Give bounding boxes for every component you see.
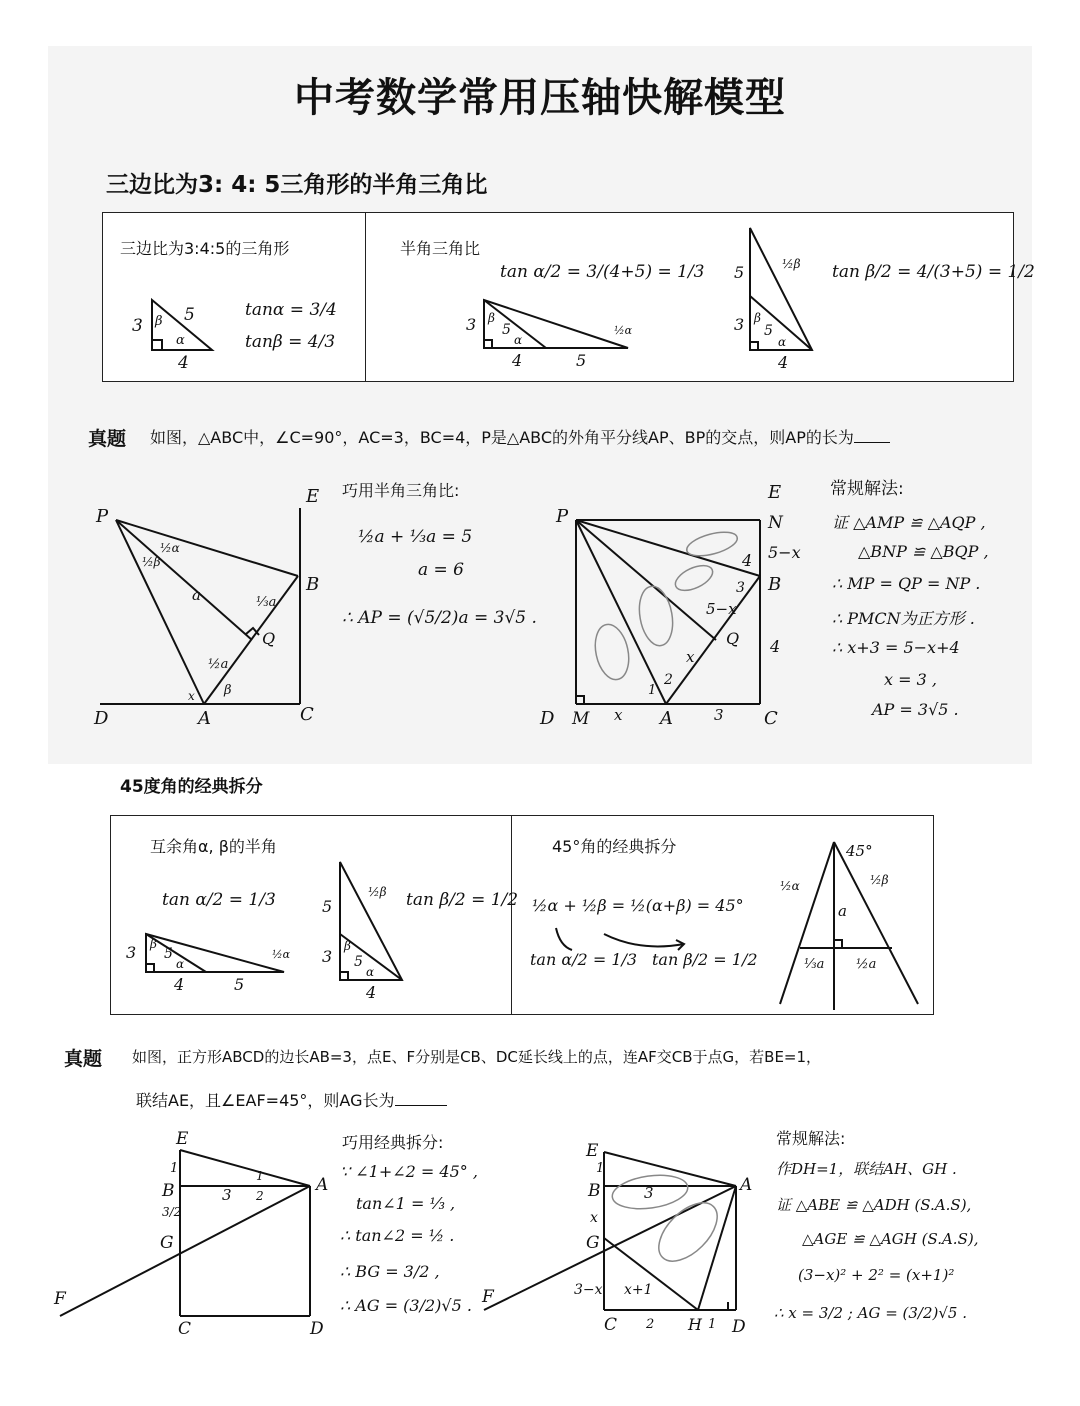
svg-text:3: 3 — [714, 706, 724, 724]
problem1-tag: 真题 — [88, 428, 127, 450]
svg-text:α: α — [176, 957, 185, 971]
svg-text:C: C — [604, 1315, 618, 1335]
s2-panel1-caption: 互余角α, β的半角 — [150, 837, 277, 856]
tan-alpha: tanα = 3/4 — [245, 300, 337, 320]
page-title: 中考数学常用压轴快解模型 — [294, 75, 786, 121]
problem2-normal-line4: (3−x)² + 2² = (x+1)² — [798, 1266, 955, 1284]
svg-text:G: G — [160, 1233, 174, 1253]
svg-text:2: 2 — [256, 1189, 264, 1203]
svg-text:Q: Q — [262, 629, 276, 648]
s2-panel2-caption: 45°角的经典拆分 — [552, 837, 677, 856]
svg-text:5: 5 — [184, 305, 195, 325]
svg-text:½α: ½α — [780, 879, 800, 893]
svg-text:4: 4 — [742, 551, 753, 570]
svg-text:E: E — [176, 1129, 189, 1149]
svg-text:45°: 45° — [846, 842, 873, 860]
svg-text:½β: ½β — [782, 257, 801, 271]
svg-text:α: α — [176, 333, 185, 348]
svg-text:5: 5 — [164, 946, 173, 962]
svg-text:Q: Q — [726, 629, 740, 648]
svg-text:⅓a: ⅓a — [256, 595, 277, 610]
problem2-normal-line1: 作DH=1，联结AH、GH . — [776, 1160, 957, 1178]
svg-text:4: 4 — [512, 351, 523, 370]
svg-text:E: E — [768, 482, 782, 503]
svg-text:5: 5 — [322, 897, 333, 916]
problem1-normal-line5: ∴ x+3 = 5−x+4 — [832, 638, 960, 657]
svg-text:x: x — [590, 1210, 598, 1226]
svg-text:D: D — [310, 1319, 324, 1339]
svg-text:C: C — [300, 704, 314, 725]
svg-text:α: α — [778, 335, 787, 349]
svg-text:a: a — [838, 902, 847, 920]
s2-sum-formula: ½α + ½β = ½(α+β) = 45° — [532, 896, 744, 915]
svg-text:3: 3 — [644, 1184, 654, 1202]
svg-text:H: H — [688, 1315, 702, 1334]
svg-text:α: α — [366, 965, 375, 979]
svg-text:B: B — [588, 1181, 601, 1201]
svg-text:C: C — [178, 1319, 192, 1339]
svg-text:5−x: 5−x — [768, 543, 801, 562]
problem2-method-line3: ∴ tan∠2 = ½ . — [340, 1226, 455, 1245]
s2-tan-beta: tan β/2 = 1/2 — [406, 890, 519, 910]
problem1-normal-title: 常规解法: — [830, 479, 904, 499]
problem1-method-line3: ∴ AP = (√5/2)a = 3√5 . — [342, 608, 537, 628]
svg-text:3: 3 — [466, 315, 477, 334]
s2-half-tan-beta: tan β/2 = 1/2 — [652, 950, 758, 969]
problem2-tag: 真题 — [64, 1048, 103, 1070]
problem1-normal-line7: AP = 3√5 . — [872, 700, 959, 719]
problem2-normal-line3: △AGE ≌ △AGH (S.A.S), — [802, 1230, 979, 1248]
svg-text:α: α — [514, 333, 523, 347]
svg-text:½α: ½α — [614, 324, 633, 337]
svg-text:A: A — [198, 708, 211, 729]
section2-heading: 45度角的经典拆分 — [120, 777, 263, 797]
s2-half-tan-alpha: tan α/2 = 1/3 — [530, 950, 638, 969]
problem2-normal-title: 常规解法: — [776, 1129, 846, 1148]
problem1-normal-line6: x = 3 , — [884, 670, 937, 689]
svg-text:½β: ½β — [142, 555, 161, 569]
half-tan-beta-formula: tan β/2 = 4/(3+5) = 1/2 — [832, 262, 1035, 282]
problem1-normal-line4: ∴ PMCN为正方形 . — [832, 609, 975, 628]
problem2-method-line4: ∴ BG = 3/2 , — [340, 1262, 440, 1281]
problem1-method-line2: a = 6 — [418, 560, 465, 580]
svg-text:1: 1 — [256, 1169, 264, 1183]
svg-text:P: P — [96, 506, 109, 527]
svg-text:4: 4 — [174, 975, 185, 994]
svg-text:3/2: 3/2 — [162, 1205, 182, 1219]
svg-text:a: a — [192, 586, 201, 604]
problem1-method-title: 巧用半角三角比: — [342, 481, 460, 500]
svg-text:D: D — [732, 1317, 746, 1337]
s2-tan-alpha: tan α/2 = 1/3 — [162, 890, 276, 910]
svg-text:4: 4 — [366, 983, 377, 1002]
svg-text:F: F — [54, 1289, 66, 1309]
s1-panel1-caption: 三边比为3:4:5的三角形 — [120, 239, 290, 258]
svg-text:A: A — [316, 1175, 329, 1195]
svg-text:4: 4 — [178, 353, 189, 373]
svg-text:β: β — [754, 311, 761, 325]
svg-text:β: β — [155, 314, 163, 329]
svg-text:5: 5 — [576, 351, 587, 370]
problem1-normal-line3: ∴ MP = QP = NP . — [832, 574, 981, 593]
svg-text:3−x: 3−x — [574, 1282, 603, 1298]
svg-text:3: 3 — [322, 947, 333, 966]
problem1-method-line1: ½a + ⅓a = 5 — [358, 527, 473, 547]
svg-text:½β: ½β — [870, 873, 889, 887]
svg-text:β: β — [224, 683, 232, 698]
svg-text:B: B — [162, 1181, 175, 1201]
svg-text:β: β — [344, 939, 351, 953]
problem1-text: 如图，△ABC中，∠C=90°，AC=3，BC=4，P是△ABC的外角平分线AP、BP的交点，则AP的长为 — [150, 425, 890, 448]
svg-text:x: x — [614, 706, 623, 724]
svg-text:1: 1 — [170, 1161, 179, 1176]
svg-text:5−x: 5−x — [706, 600, 737, 618]
svg-text:4: 4 — [778, 353, 789, 372]
svg-text:A: A — [740, 1175, 753, 1195]
problem1-normal-line2: △BNP ≌ △BQP , — [858, 542, 989, 561]
svg-text:x: x — [188, 689, 195, 703]
svg-text:1: 1 — [648, 683, 657, 698]
svg-text:½α: ½α — [272, 948, 291, 961]
problem1-normal-line1: 证 △AMP ≌ △AQP , — [832, 513, 986, 532]
svg-text:F: F — [482, 1287, 494, 1307]
svg-text:5: 5 — [734, 263, 745, 282]
svg-text:½α: ½α — [160, 541, 180, 555]
svg-text:5: 5 — [234, 975, 245, 994]
problem2-method-title: 巧用经典拆分: — [342, 1133, 444, 1152]
s1-panel2-caption: 半角三角比 — [400, 239, 481, 258]
svg-text:G: G — [586, 1233, 600, 1253]
svg-text:5: 5 — [354, 954, 363, 970]
svg-text:3: 3 — [222, 1186, 232, 1204]
problem2-method-line2: tan∠1 = ⅓ , — [356, 1194, 456, 1213]
svg-text:2: 2 — [664, 672, 673, 688]
svg-text:1: 1 — [708, 1317, 717, 1332]
svg-text:⅓a: ⅓a — [804, 957, 825, 972]
svg-text:N: N — [768, 513, 783, 533]
tan-beta: tanβ = 4/3 — [245, 332, 336, 352]
svg-text:P: P — [556, 506, 569, 527]
problem2-normal-line2: 证 △ABE ≌ △ADH (S.A.S), — [776, 1196, 972, 1214]
svg-text:x+1: x+1 — [624, 1282, 653, 1298]
problem2-text-line1: 如图，正方形ABCD的边长AB=3，点E、F分别是CB、DC延长线上的点，连AF交CB于点G，若BE=1， — [132, 1048, 822, 1066]
svg-text:β: β — [150, 937, 157, 951]
svg-text:M: M — [572, 709, 590, 729]
svg-text:½β: ½β — [368, 885, 387, 899]
svg-text:1: 1 — [596, 1161, 605, 1176]
problem2-text-line2: 联结AE，且∠EAF=45°，则AG长为 — [136, 1088, 447, 1111]
svg-text:3: 3 — [734, 315, 745, 334]
svg-text:x: x — [686, 648, 695, 666]
svg-text:E: E — [586, 1141, 599, 1161]
svg-text:B: B — [306, 574, 320, 595]
svg-text:3: 3 — [736, 580, 745, 596]
svg-text:B: B — [768, 574, 782, 595]
svg-text:β: β — [488, 311, 495, 325]
svg-text:5: 5 — [764, 323, 773, 339]
problem2-normal-line5: ∴ x = 3/2 ; AG = (3/2)√5 . — [774, 1304, 968, 1322]
svg-text:D: D — [540, 708, 555, 729]
problem2-method-line1: ∵ ∠1+∠2 = 45° , — [340, 1162, 478, 1181]
svg-text:A: A — [660, 708, 673, 729]
svg-text:D: D — [94, 708, 109, 729]
svg-text:C: C — [764, 708, 778, 729]
svg-text:3: 3 — [132, 316, 143, 336]
svg-text:E: E — [306, 486, 320, 507]
svg-text:2: 2 — [646, 1317, 655, 1332]
svg-text:3: 3 — [126, 943, 137, 962]
problem2-method-line5: ∴ AG = (3/2)√5 . — [340, 1296, 472, 1315]
svg-text:5: 5 — [502, 322, 511, 338]
svg-text:½a: ½a — [856, 957, 877, 972]
svg-text:½a: ½a — [208, 657, 229, 672]
half-tan-alpha-formula: tan α/2 = 3/(4+5) = 1/3 — [500, 262, 705, 282]
svg-text:4: 4 — [770, 637, 781, 656]
section1-heading: 三边比为3: 4: 5三角形的半角三角比 — [106, 172, 488, 198]
